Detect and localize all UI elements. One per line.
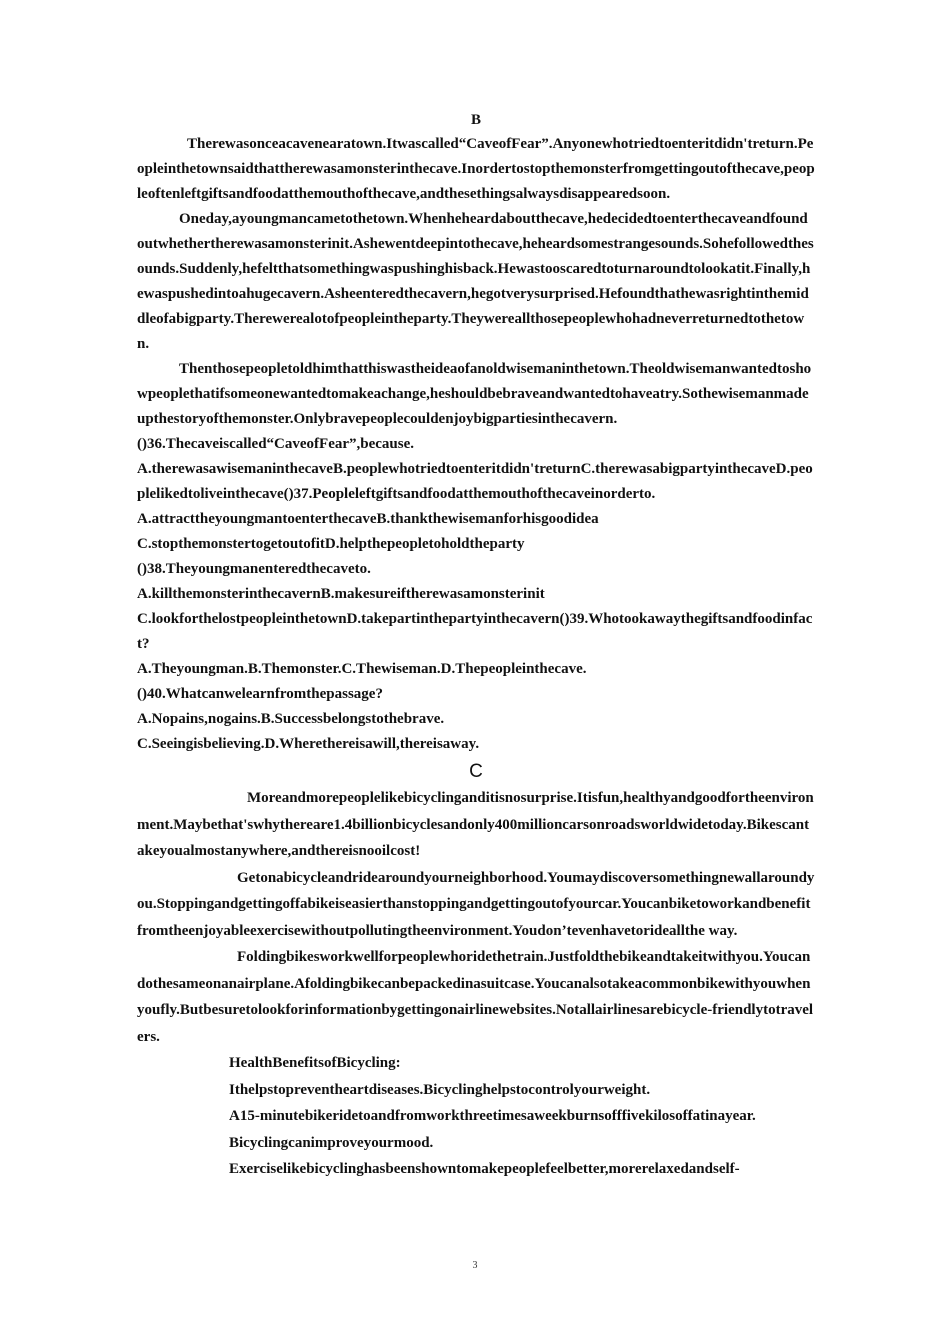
question-36: ()36.Thecaveiscalled“CaveofFear”,because. bbox=[137, 436, 415, 452]
question-40: ()40.Whatcanwelearnfromthepassage? bbox=[137, 686, 383, 702]
question-39-options: A.Theyoungman.B.Themonster.C.Thewiseman.D.Thepeopleinthecave. bbox=[137, 661, 587, 677]
question-38-options-cd-and-question-39: C.lookforthelostpeopleinthetownD.takepartinthepartyinthecavern()39.Whotookawaythegiftsandfoodinfact? bbox=[137, 611, 813, 652]
section-c-heading: C bbox=[469, 761, 483, 782]
question-38: ()38.Theyoungmanenteredthecaveto. bbox=[137, 561, 371, 577]
section-c-paragraph-3: Foldingbikesworkwellforpeoplewhoridethetrain.Justfoldthebikeandtakeitwithyou.Youcandothesameonanairplane.Afoldingbikecanbepackedinasuitcase.Youcanalsotakeacommonbikewithyouwhenyoufly.Butbesuretolookforinformationbygettingonairlinewebsites.Notallairlinesarebicycle-friendlytotravelers. bbox=[137, 949, 814, 1045]
section-c-paragraph-2: Getonabicycleandridearoundyourneighborhood.Youmaydiscoversomethingnewallaroundyou.Stoppingandgettingoffabikeiseasierthanstoppingandgettingoutofyourcar.Youcanbiketoworkandbenefitfromtheenjoyableexercisewithoutpollutingtheenvironment.Youdon’tevenhavetorideallthe way. bbox=[137, 869, 815, 939]
question-40-options-cd: C.Seeingisbelieving.D.Wherethereisawill,thereisaway. bbox=[137, 736, 480, 752]
health-benefit-line-2: A15-minutebikeridetoandfromworkthreetimesaweekburnsofffivekilosoffatinayear. bbox=[229, 1108, 756, 1124]
page-number: 3 bbox=[472, 1260, 478, 1271]
document-page bbox=[137, 108, 815, 1183]
health-benefits-title: HealthBenefitsofBicycling: bbox=[229, 1055, 401, 1071]
health-benefit-line-1: Ithelpstopreventheartdiseases.Bicyclinghelpstocontrolyourweight. bbox=[229, 1081, 651, 1098]
section-c-paragraph-1: Moreandmorepeoplelikebicyclinganditisnosurprise.Itisfun,healthyandgoodfortheenvironment.Maybethat'swhythereare1.4billionbicyclesandonly400millioncarsonroadsworldwidetoday.Bikescantakeyoualmostanywhere,andthereisnooilcost! bbox=[137, 790, 814, 859]
health-benefit-line-4: Exerciselikebicyclinghasbeenshowntomakepeoplefeelbetter,morerelaxedandself- bbox=[229, 1161, 740, 1177]
section-b-paragraph-3: Thenthosepeopletoldhimthatthiswastheideaofanoldwisemaninthetown.Theoldwisemanwantedtoshowpeoplethatifsomeonewantedtomakeachange,heshouldbebraveandwantedtohaveatry.Sothewisemanmadeupthestoryofthemonster.Onlybravepeoplecouldenjoybigpartiesinthecavern. bbox=[137, 361, 812, 427]
question-37-options-cd: C.stopthemonstertogetoutofitD.helpthepeopletoholdtheparty bbox=[137, 536, 525, 552]
question-36-options-and-question-37: A.therewasawisemaninthecaveB.peoplewhotriedtoenteritdidn'treturnC.therewasabigpartyinthecaveD.peoplelikedtoliveinthecave()37.Peopleleftgiftsandfoodatthemouthofthecaveinorderto. bbox=[137, 461, 813, 502]
question-38-options-ab: A.killthemonsterinthecavernB.makesureiftherewasamonsterinit bbox=[137, 586, 545, 602]
section-b-heading: B bbox=[470, 112, 481, 128]
question-37-options-ab: A.attracttheyoungmantoenterthecaveB.thankthewisemanforhisgoodidea bbox=[137, 511, 599, 527]
question-40-options-ab: A.Nopains,nogains.B.Successbelongstothebrave. bbox=[137, 711, 445, 727]
section-b-paragraph-1: Therewasonceacavenearatown.Itwascalled“CaveofFear”.Anyonewhotriedtoenteritdidn'treturn.Peopleinthetownsaidthattherewasamonsterinthecave.Inordertostopthemonsterfromgettingoutofthecave,peopleoftenleftgiftsandfoodatthemouthofthecave,andthesethingsalwaysdisappearedsoon. bbox=[137, 136, 815, 202]
health-benefit-line-3: Bicyclingcanimproveyourmood. bbox=[229, 1134, 434, 1151]
section-b-paragraph-2: Oneday,ayoungmancametothetown.Whenheheardaboutthecave,hedecidedtoenterthecaveandfoundoutwhethertherewasamonsterinit.Ashewentdeepintothecave,heheardsomestrangesounds.Sohefollowedthesounds.Suddenly,hefeltthatsomethingwaspushinghisback.Hewastooscaredtoturnaroundtolookatit.Finally,hewaspushedintoahugecavern.Asheenteredthecavern,hegotverysurprised.Hefoundthathewasrightinthemiddleofabigparty.Therewerealotofpeopleintheparty.Theywereallthosepeoplewhohadneverreturnedtothetown. bbox=[137, 211, 814, 352]
